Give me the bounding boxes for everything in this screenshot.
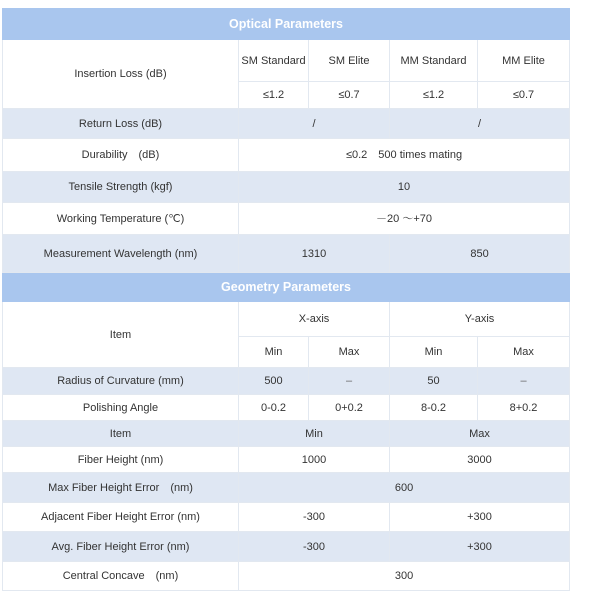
wavelength-sm-value: 1310 [239, 235, 390, 273]
adjacent-fiber-height-error-row [3, 503, 570, 532]
polishing-angle-row [3, 395, 570, 421]
geometry-parameters-title: Geometry Parameters [3, 273, 570, 302]
polishing-y-max: 8+0.2 [478, 395, 570, 421]
durability-value: ≤0.2 500 times mating [239, 139, 570, 172]
radius-x-min: 500 [239, 368, 309, 395]
avg-fiber-height-error-label: Avg. Fiber Height Error (nm) [3, 532, 239, 562]
insertion-loss-label: Insertion Loss (dB) [3, 40, 239, 109]
radius-y-min: 50 [390, 368, 478, 395]
item-label-2: Item [3, 421, 239, 447]
y-min-header: Min [390, 337, 478, 368]
radius-x-max: – [309, 368, 390, 395]
max-fiber-height-error-row [3, 473, 570, 503]
max-fiber-height-error-label: Max Fiber Height Error (nm) [3, 473, 239, 503]
avg-fiber-height-error-row [3, 532, 570, 562]
mm-standard-header: MM Standard [390, 40, 478, 82]
radius-of-curvature-row [3, 368, 570, 395]
tensile-strength-label: Tensile Strength (kgf) [3, 172, 239, 203]
durability-row [3, 139, 570, 172]
sm-elite-value: ≤0.7 [309, 82, 390, 109]
radius-of-curvature-label: Radius of Curvature (mm) [3, 368, 239, 395]
optical-parameters-header-row [3, 9, 570, 40]
item-min-max-row [3, 421, 570, 447]
x-min-header: Min [239, 337, 309, 368]
return-loss-label: Return Loss (dB) [3, 109, 239, 139]
return-loss-row [3, 109, 570, 139]
insertion-loss-types-row [3, 40, 570, 82]
mm-elite-value: ≤0.7 [478, 82, 570, 109]
specifications-table [2, 8, 570, 591]
return-loss-sm-value: / [239, 109, 390, 139]
mm-elite-header: MM Elite [478, 40, 570, 82]
adjacent-error-min: -300 [239, 503, 390, 532]
x-axis-header: X-axis [239, 302, 390, 337]
fiber-height-min: 1000 [239, 447, 390, 473]
working-temperature-label: Working Temperature (℃) [3, 203, 239, 235]
max-fiber-height-error-value: 600 [239, 473, 570, 503]
polishing-angle-label: Polishing Angle [3, 395, 239, 421]
y-axis-header: Y-axis [390, 302, 570, 337]
central-concave-value: 300 [239, 562, 570, 591]
working-temperature-row [3, 203, 570, 235]
polishing-x-min: 0-0.2 [239, 395, 309, 421]
optical-parameters-title: Optical Parameters [3, 9, 570, 40]
polishing-x-max: 0+0.2 [309, 395, 390, 421]
geometry-parameters-header-row [3, 273, 570, 302]
central-concave-row [3, 562, 570, 591]
fiber-height-label: Fiber Height (nm) [3, 447, 239, 473]
geometry-axes-row [3, 302, 570, 337]
sm-elite-header: SM Elite [309, 40, 390, 82]
radius-y-max: – [478, 368, 570, 395]
geometry-item-label: Item [3, 302, 239, 368]
sm-standard-header: SM Standard [239, 40, 309, 82]
adjacent-fiber-height-error-label: Adjacent Fiber Height Error (nm) [3, 503, 239, 532]
fiber-height-row [3, 447, 570, 473]
avg-error-min: -300 [239, 532, 390, 562]
avg-error-max: +300 [390, 532, 570, 562]
tensile-strength-row [3, 172, 570, 203]
tensile-strength-value: 10 [239, 172, 570, 203]
central-concave-label: Central Concave (nm) [3, 562, 239, 591]
measurement-wavelength-row [3, 235, 570, 273]
mm-standard-value: ≤1.2 [390, 82, 478, 109]
item-max-header: Max [390, 421, 570, 447]
sm-standard-value: ≤1.2 [239, 82, 309, 109]
item-min-header: Min [239, 421, 390, 447]
return-loss-mm-value: / [390, 109, 570, 139]
durability-label: Durability (dB) [3, 139, 239, 172]
y-max-header: Max [478, 337, 570, 368]
polishing-y-min: 8-0.2 [390, 395, 478, 421]
working-temperature-value: －20 ～+70 [239, 203, 570, 235]
wavelength-mm-value: 850 [390, 235, 570, 273]
x-max-header: Max [309, 337, 390, 368]
fiber-height-max: 3000 [390, 447, 570, 473]
adjacent-error-max: +300 [390, 503, 570, 532]
measurement-wavelength-label: Measurement Wavelength (nm) [3, 235, 239, 273]
